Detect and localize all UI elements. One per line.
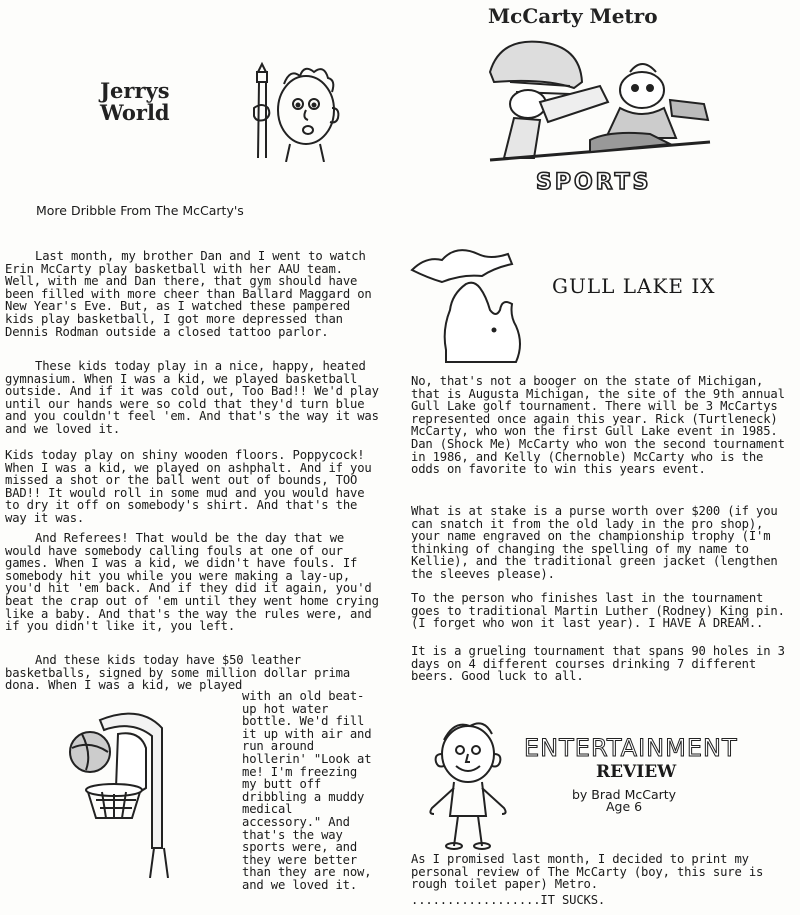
review-title: REVIEW	[596, 762, 677, 782]
entertainment-title: ENTERTAINMENT	[524, 734, 738, 762]
right-paragraph-2: What is at stake is a purse worth over $200 (if you can snatch it from the old lady in the pro shop), your name engraved on the championship trophy (I'm thinking of changing the spelling of my name to Kellie), and the traditional green jacket (lengthen the sleeves please).	[411, 504, 778, 581]
football-cartoon-icon	[470, 32, 720, 172]
left-paragraph-2: These kids today play in a nice, happy, heated gymnasium. When I was a kid, we played basketball outside. And if it was cold out, Too Bad!! We'd play until our hands were so cold that they'd turn blue and you couldn't feel 'em. And that's the way it was and we loved it.	[5, 359, 379, 436]
byline	[572, 789, 676, 813]
sports-title: SPORTS	[536, 170, 652, 195]
jerry-cartoon-icon	[240, 58, 350, 162]
right-paragraph-1: No, that's not a booger on the state of Michigan, that is Augusta Michigan, the site of the 9th annual Gull Lake golf tournament. There will be 3 McCartys represented once again this year. Rick (Turtleneck) McCarty, who won the first Gull Lake event in 1985. Dan (Shock Me) McCarty who won the second tournament in 1986, and Kelly (Chernoble) McCarty who is the odds on favorite to win this years event.	[411, 374, 785, 477]
left-paragraph-5-lead: And these kids today have $50 leather basketballs, signed by some million dollar prima dona. When I was a kid, we played	[5, 653, 350, 693]
left-paragraph-1: Last month, my brother Dan and I went to watch Erin McCarty play basketball with her AAU team. Well, with me and Dan there, that gym should have been filled with more cheer than Ballard Maggard on New Year's Eve. But, as I watched these pampered kids play basketball, I got more depressed than Dennis Rodman outside a closed tattoo parlor.	[5, 249, 372, 339]
jerrys-title-line1: Jerrys	[100, 78, 170, 103]
right-paragraph-4: It is a grueling tournament that spans 90 holes in 3 days on 4 different courses drinking 7 different beers. Good luck to all.	[411, 644, 785, 684]
michigan-map-icon	[408, 240, 538, 365]
basketball-hoop-icon	[62, 708, 182, 878]
metro-title: McCarty Metro	[488, 4, 658, 28]
entertainment-verdict: ..................IT SUCKS.	[411, 893, 606, 907]
left-paragraph-3: Kids today play on shiny wooden floors. Poppycock! When I was a kid, we played on ashphalt. And if you missed a shot or the ball went out of bounds, TOO BAD!! It would roll in some mud and you would have to dry it off on somebody's shirt. And that's the way it was.	[5, 448, 372, 525]
byline-age: Age 6	[605, 799, 643, 814]
jerrys-world-title	[100, 80, 170, 124]
gull-lake-title: GULL LAKE IX	[552, 274, 716, 298]
left-paragraph-4: And Referees! That would be the day that we would have somebody calling fouls at one of our games. When I was a kid, we didn't have fouls. If somebody hit you while you were making a lay-up, you'd hit 'em back. And if they did it again, you'd beat the crap out of 'em until they went home crying like a baby. And that's the way the rules were, and if you didn't like it, you left.	[5, 531, 379, 634]
brad-cartoon-icon	[424, 718, 510, 850]
jerrys-title-line2: World	[100, 100, 170, 125]
column-subtitle: More Dribble From The McCarty's	[36, 203, 244, 218]
left-paragraph-5-tail: with an old beat-up hot water bottle. We'd fill it up with air and run around hollerin' "Look at me! I'm freezing my butt off dribbling a muddy medical accessory." And that's the way sports were, and they were better than they are now, and we loved it.	[242, 689, 372, 892]
entertainment-paragraph: As I promised last month, I decided to print my personal review of The McCarty (boy, this sure is rough toilet paper) Metro.	[411, 852, 764, 892]
right-paragraph-3: To the person who finishes last in the tournament goes to traditional Martin Luther (Rodney) King pin. (I forget who won it last year). I HAVE A DREAM..	[411, 591, 785, 631]
byline-author: by Brad McCarty	[572, 787, 677, 802]
